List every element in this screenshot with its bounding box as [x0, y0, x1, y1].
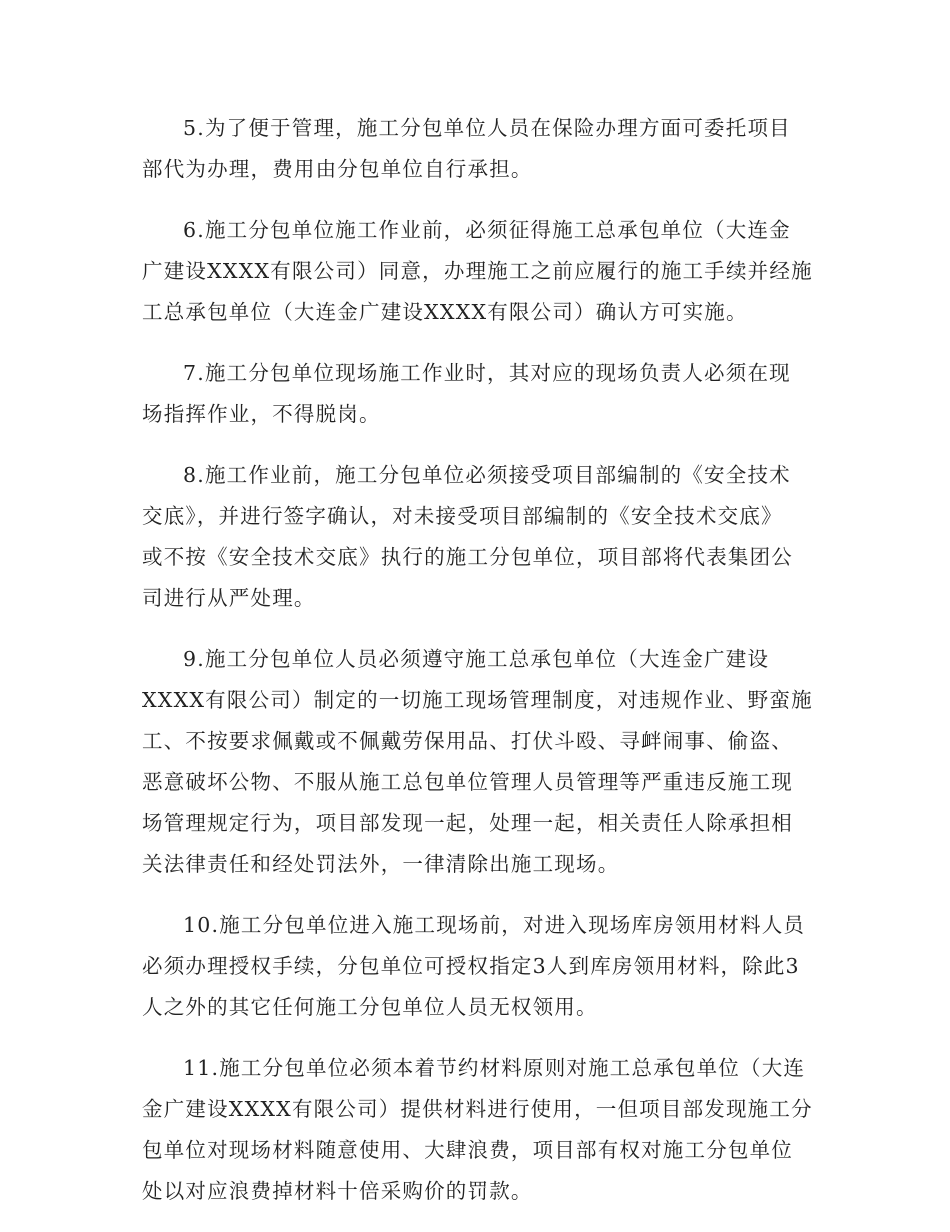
paragraph-line: 9.施工分包单位人员必须遵守施工总承包单位（大连金广建设: [183, 647, 770, 671]
paragraph-item-10: [142, 905, 812, 1028]
paragraph-line: 或不按《安全技术交底》执行的施工分包单位，项目部将代表集团公: [142, 545, 793, 569]
paragraph-line: 5.为了便于管理，施工分包单位人员在保险办理方面可委托项目: [183, 116, 791, 140]
paragraph-item-7: [142, 353, 812, 435]
paragraph-line: 场指挥作业，不得脱岗。: [142, 402, 381, 426]
paragraph-item-6: [142, 210, 812, 333]
paragraph-line: 处以对应浪费掉材料十倍采购价的罚款。: [142, 1179, 533, 1203]
paragraph-item-8: [142, 455, 812, 619]
paragraph-line: 工总承包单位（大连金广建设XXXX有限公司）确认方可实施。: [142, 300, 748, 324]
paragraph-line: 包单位对现场材料随意使用、大肆浪费，项目部有权对施工分包单位: [142, 1138, 793, 1162]
paragraph-item-9: [142, 639, 812, 885]
paragraph-item-5: [142, 108, 812, 190]
paragraph-line: 司进行从严处理。: [142, 586, 316, 610]
paragraph-line: 7.施工分包单位现场施工作业时，其对应的现场负责人必须在现: [183, 361, 791, 385]
paragraph-line: 必须办理授权手续，分包单位可授权指定3人到库房领用材料，除此3: [142, 954, 800, 978]
paragraph-line: 广建设XXXX有限公司）同意，办理施工之前应履行的施工手续并经施: [142, 259, 813, 283]
paragraph-line: 11.施工分包单位必须本着节约材料原则对施工总承包单位（大连: [183, 1056, 806, 1080]
paragraph-line: 10.施工分包单位进入施工现场前，对进入现场库房领用材料人员: [183, 913, 806, 937]
paragraph-line: 6.施工分包单位施工作业前，必须征得施工总承包单位（大连金: [183, 218, 791, 242]
paragraph-line: XXXX有限公司）制定的一切施工现场管理制度，对违规作业、野蛮施: [142, 688, 813, 712]
paragraph-line: 恶意破坏公物、不服从施工总包单位管理人员管理等严重违反施工现: [142, 770, 793, 794]
paragraph-line: 人之外的其它任何施工分包单位人员无权领用。: [142, 995, 598, 1019]
paragraph-line: 工、不按要求佩戴或不佩戴劳保用品、打伏斗殴、寻衅闹事、偷盗、: [142, 729, 793, 753]
paragraph-item-11: [142, 1048, 812, 1212]
document-page: [142, 108, 812, 1232]
paragraph-line: 交底》，并进行签字确认，对未接受项目部编制的《安全技术交底》: [142, 504, 783, 528]
paragraph-line: 金广建设XXXX有限公司）提供材料进行使用，一但项目部发现施工分: [142, 1097, 813, 1121]
paragraph-line: 场管理规定行为，项目部发现一起，处理一起，相关责任人除承担相: [142, 811, 793, 835]
paragraph-line: 关法律责任和经处罚法外，一律清除出施工现场。: [142, 852, 620, 876]
paragraph-line: 部代为办理，费用由分包单位自行承担。: [142, 157, 533, 181]
paragraph-line: 8.施工作业前，施工分包单位必须接受项目部编制的《安全技术: [183, 463, 791, 487]
